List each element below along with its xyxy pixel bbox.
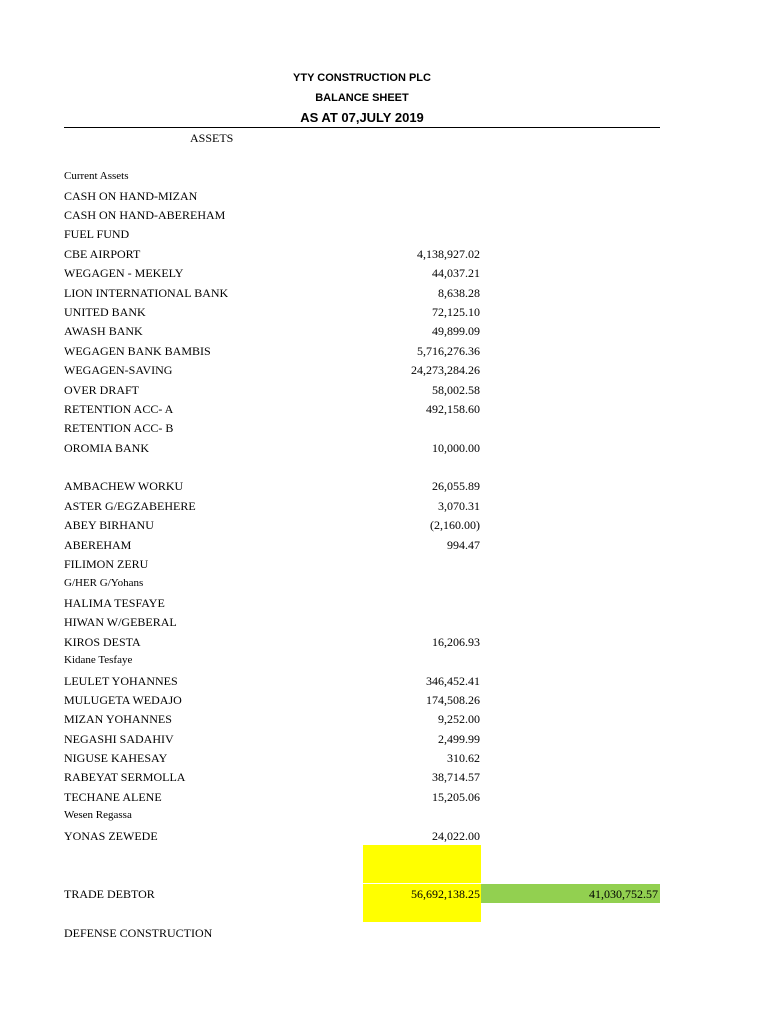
table-row: [64, 749, 660, 768]
account-name: OVER DRAFT: [64, 383, 140, 397]
account-name: RABEYAT SERMOLLA: [64, 770, 186, 784]
table-row: [64, 633, 660, 652]
account-name: MULUGETA WEDAJO: [64, 693, 182, 707]
defense-row: [64, 924, 660, 943]
highlight-cell-yellow: [363, 903, 481, 922]
table-row: [64, 206, 660, 225]
account-name: MIZAN YOHANNES: [64, 712, 172, 726]
table-row: [64, 730, 660, 749]
table-row: [64, 536, 660, 555]
account-amount: 492,158.60: [426, 402, 480, 416]
account-amount: (2,160.00): [430, 518, 480, 532]
table-row: [64, 497, 660, 516]
table-row: [64, 381, 660, 400]
table-row: [64, 264, 660, 283]
table-row: [64, 361, 660, 380]
table-row: [64, 477, 660, 496]
account-name: ABEY BIRHANU: [64, 518, 154, 532]
table-row: [64, 187, 660, 206]
header-divider: [64, 127, 660, 128]
account-amount: 9,252.00: [438, 712, 480, 726]
account-name: AMBACHEW WORKU: [64, 479, 184, 493]
account-name: WEGAGEN BANK BAMBIS: [64, 344, 211, 358]
table-row: [64, 788, 660, 807]
account-amount: 24,273,284.26: [411, 363, 480, 377]
account-amount: 4,138,927.02: [417, 247, 480, 261]
current-assets-label: Current Assets: [64, 170, 129, 182]
account-name: CASH ON HAND-ABEREHAM: [64, 208, 226, 222]
account-amount: 72,125.10: [432, 305, 480, 319]
account-amount: 2,499.99: [438, 732, 480, 746]
account-name: NIGUSE KAHESAY: [64, 751, 168, 765]
report-date: AS AT 07,JULY 2019: [300, 110, 424, 125]
account-name: YONAS ZEWEDE: [64, 829, 158, 843]
account-amount: 44,037.21: [432, 266, 480, 280]
table-row: [64, 284, 660, 303]
account-amount: 3,070.31: [438, 499, 480, 513]
account-name: NEGASHI SADAHIV: [64, 732, 174, 746]
table-row: [64, 322, 660, 341]
account-amount: 58,002.58: [432, 383, 480, 397]
account-amount: 346,452.41: [426, 674, 480, 688]
account-name: KIROS DESTA: [64, 635, 141, 649]
account-name: WEGAGEN-SAVING: [64, 363, 173, 377]
account-amount: 15,205.06: [432, 790, 480, 804]
account-name: FILIMON ZERU: [64, 557, 149, 571]
account-amount: 10,000.00: [432, 441, 480, 455]
account-amount: 26,055.89: [432, 479, 480, 493]
account-name: UNITED BANK: [64, 305, 146, 319]
account-amount: 310.62: [447, 751, 480, 765]
account-amount: 994.47: [447, 538, 480, 552]
account-name: TECHANE ALENE: [64, 790, 162, 804]
table-row: [64, 400, 660, 419]
account-name: LEULET YOHANNES: [64, 674, 178, 688]
account-name: RETENTION ACC- A: [64, 402, 174, 416]
table-row: [64, 691, 660, 710]
current-assets-row: [64, 168, 660, 187]
trade-debtor-total: 41,030,752.57: [589, 887, 658, 901]
table-row: [64, 768, 660, 787]
table-row: [64, 419, 660, 438]
account-name: Kidane Tesfaye: [64, 654, 133, 666]
highlight-cell-yellow: [363, 845, 481, 883]
table-row: [64, 594, 660, 613]
account-amount: 49,899.09: [432, 324, 480, 338]
account-name: Wesen Regassa: [64, 809, 132, 821]
table-row: [64, 342, 660, 361]
defense-label: DEFENSE CONSTRUCTION: [64, 926, 213, 940]
account-name: HALIMA TESFAYE: [64, 596, 165, 610]
account-amount: 5,716,276.36: [417, 344, 480, 358]
table-row: [64, 710, 660, 729]
account-amount: 8,638.28: [438, 286, 480, 300]
account-amount: 24,022.00: [432, 829, 480, 843]
account-name: CBE AIRPORT: [64, 247, 141, 261]
table-row: [64, 303, 660, 322]
account-name: HIWAN W/GEBERAL: [64, 615, 177, 629]
table-row: [64, 575, 660, 594]
table-row: [64, 225, 660, 244]
trade-debtor-label: TRADE DEBTOR: [64, 887, 155, 901]
table-row: [64, 245, 660, 264]
table-row: [64, 613, 660, 632]
account-name: WEGAGEN - MEKELY: [64, 266, 184, 280]
account-amount: 174,508.26: [426, 693, 480, 707]
account-name: CASH ON HAND-MIZAN: [64, 189, 198, 203]
table-row: [64, 672, 660, 691]
account-name: ASTER G/EGZABEHERE: [64, 499, 196, 513]
table-row: [64, 807, 660, 826]
report-title: BALANCE SHEET: [315, 92, 409, 104]
company-name: YTY CONSTRUCTION PLC: [293, 72, 431, 84]
account-name: OROMIA BANK: [64, 441, 150, 455]
assets-heading: ASSETS: [190, 131, 234, 145]
account-name: G/HER G/Yohans: [64, 577, 144, 589]
table-row: [64, 439, 660, 458]
trade-debtor-amount: 56,692,138.25: [411, 887, 480, 901]
account-name: RETENTION ACC- B: [64, 421, 174, 435]
account-name: ABEREHAM: [64, 538, 132, 552]
table-row: [64, 652, 660, 671]
account-name: LION INTERNATIONAL BANK: [64, 286, 229, 300]
table-row: [64, 555, 660, 574]
table-row: [64, 827, 660, 846]
account-amount: 38,714.57: [432, 770, 480, 784]
account-name: AWASH BANK: [64, 324, 143, 338]
account-amount: 16,206.93: [432, 635, 480, 649]
table-row: [64, 516, 660, 535]
account-name: FUEL FUND: [64, 227, 130, 241]
